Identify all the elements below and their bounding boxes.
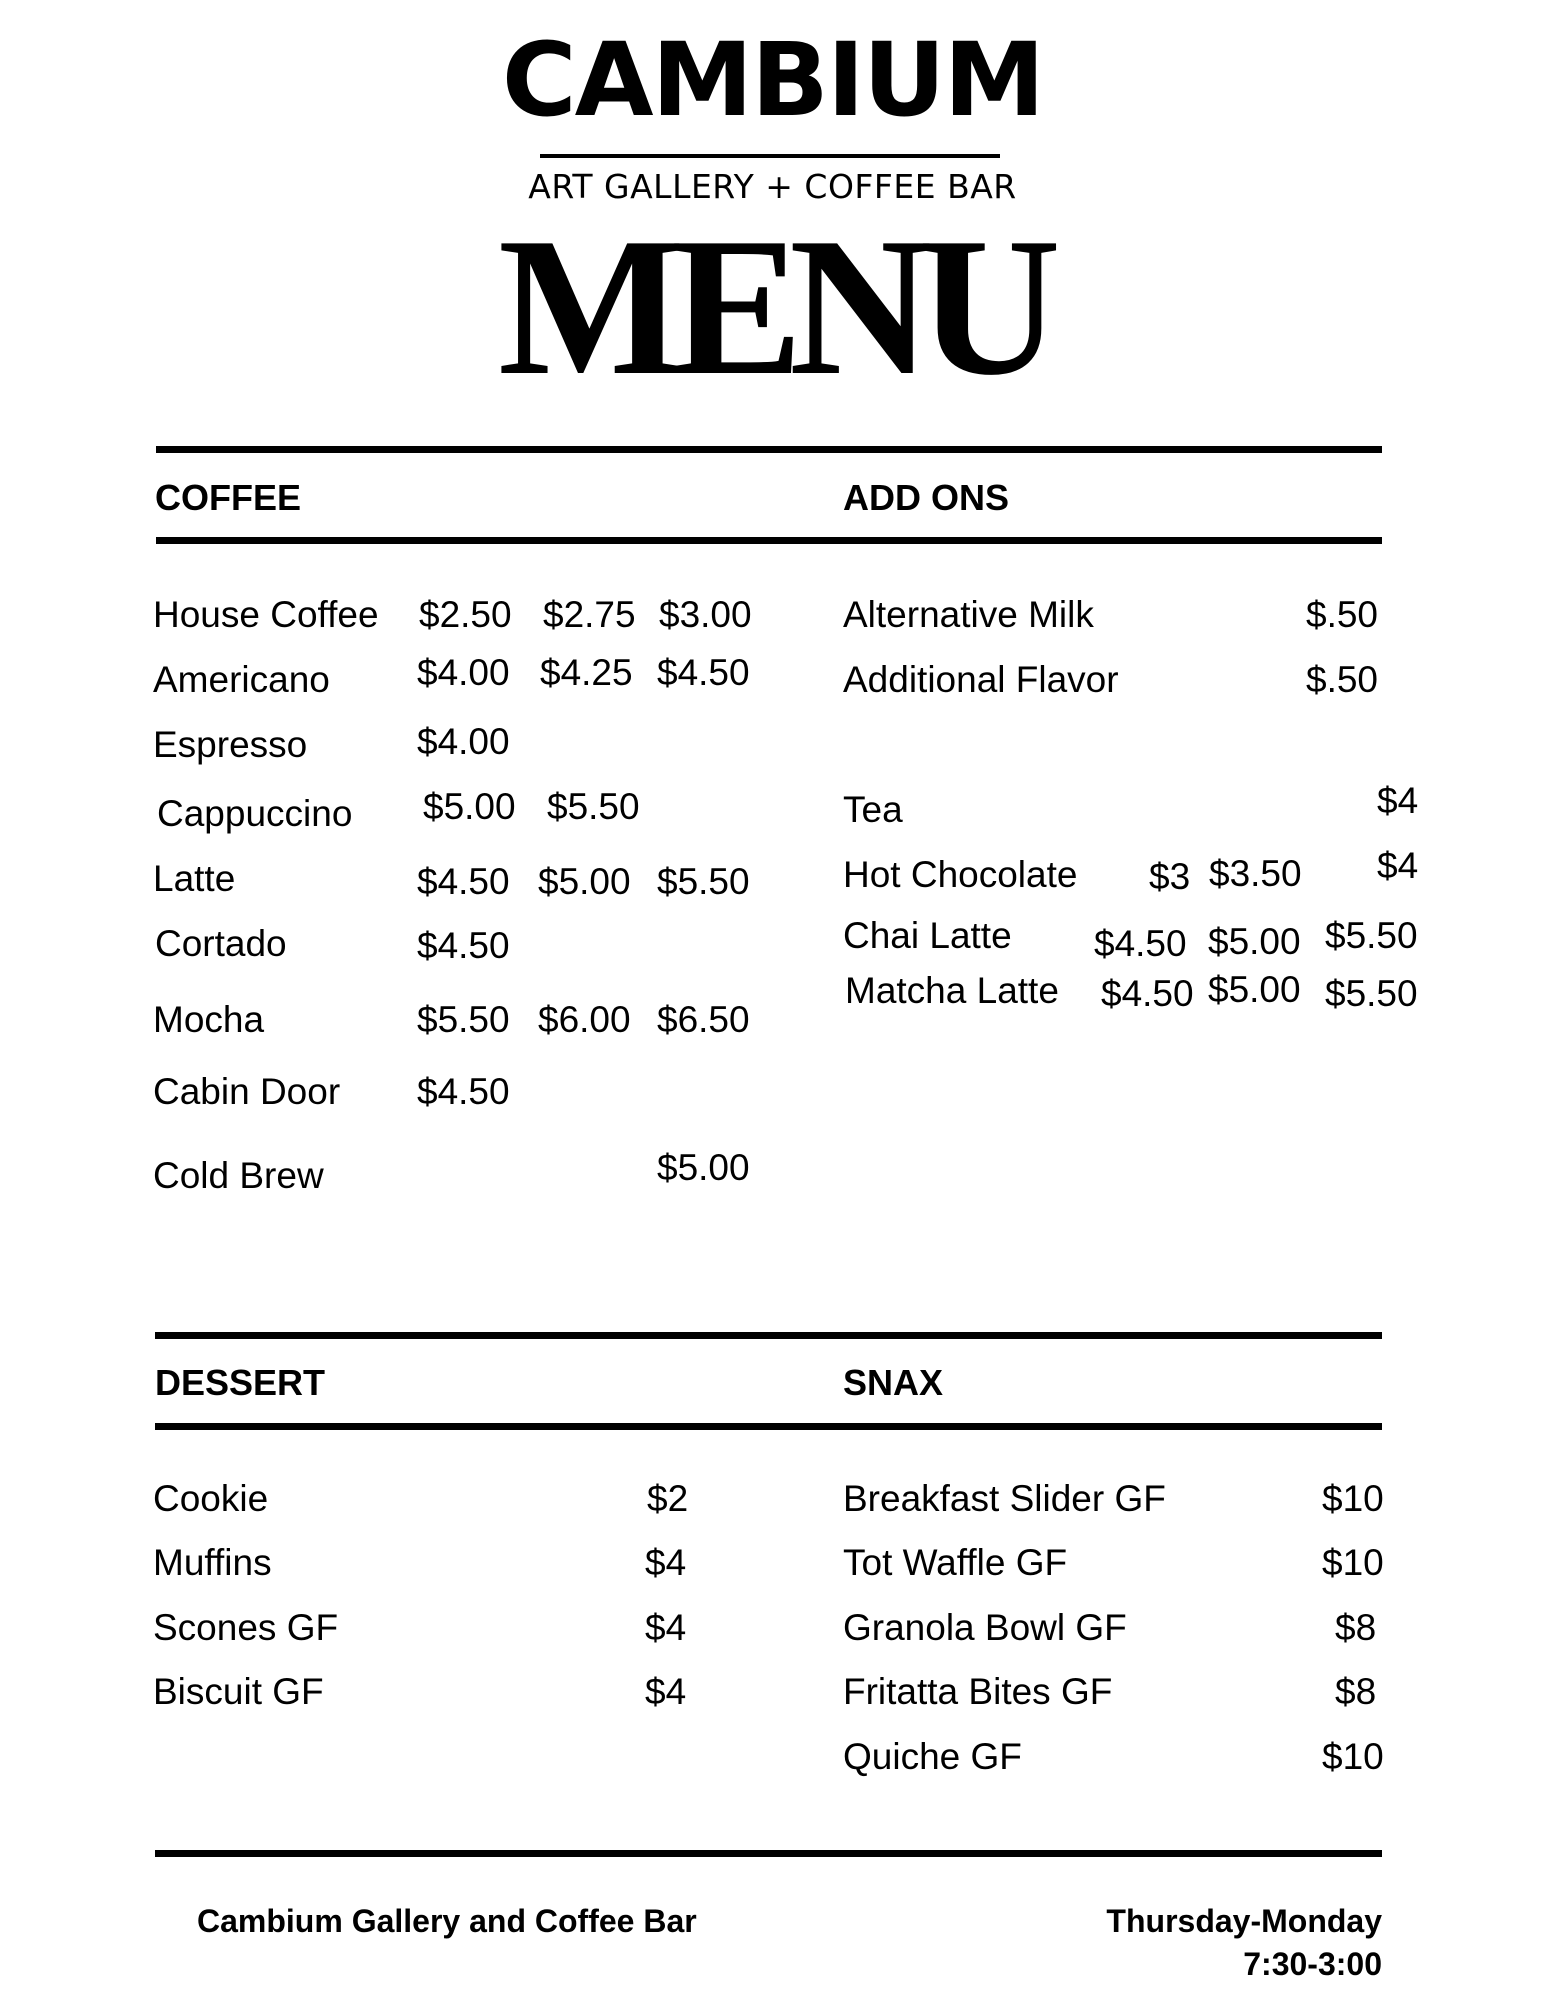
menu-item-price: $4.25 <box>540 652 633 693</box>
brand-underline <box>540 154 1000 158</box>
menu-item-name: Alternative Milk <box>843 594 1094 635</box>
menu-item-name: Scones GF <box>153 1607 339 1648</box>
menu-item-name: House Coffee <box>153 594 379 635</box>
menu-item-price: $5.50 <box>1325 915 1418 956</box>
menu-item-price: $3.50 <box>1209 853 1302 894</box>
dessert-heading: DESSERT <box>155 1362 326 1403</box>
footer-rule <box>155 1850 1382 1857</box>
menu-item-price: $5.00 <box>1208 969 1301 1010</box>
menu-item-price: $6.50 <box>657 999 750 1040</box>
menu-item-price: $4.50 <box>417 861 510 902</box>
menu-item-price: $4 <box>1377 845 1419 886</box>
menu-item-name: Cabin Door <box>153 1071 341 1112</box>
menu-item-price: $3 <box>1149 856 1191 897</box>
menu-item-name: Tea <box>843 789 903 830</box>
menu-item-price: $4 <box>645 1607 687 1648</box>
menu-item-name: Cappuccino <box>157 793 353 834</box>
menu-item-name: Granola Bowl GF <box>843 1607 1127 1648</box>
menu-item-name: Cold Brew <box>153 1155 324 1196</box>
menu-item-price: $4.50 <box>417 925 510 966</box>
menu-item-price: $2.50 <box>419 594 512 635</box>
menu-item-price: $2.75 <box>543 594 636 635</box>
menu-item-price: $4 <box>1377 780 1419 821</box>
menu-item-price: $4.00 <box>417 652 510 693</box>
menu-item-price: $5.00 <box>538 861 631 902</box>
menu-item-price: $2 <box>647 1478 689 1519</box>
menu-item-name: Cookie <box>153 1478 269 1519</box>
menu-item-price: $10 <box>1322 1736 1384 1777</box>
menu-item-name: Muffins <box>153 1542 272 1583</box>
brand-logo: CAMBIUM <box>501 21 1044 140</box>
menu-item-name: Latte <box>153 858 236 899</box>
menu-item-name: Espresso <box>153 724 308 765</box>
menu-item-price: $4.50 <box>1094 923 1187 964</box>
menu-item-price: $6.00 <box>538 999 631 1040</box>
menu-item-price: $3.00 <box>659 594 752 635</box>
menu-item-price: $8 <box>1335 1671 1377 1712</box>
menu-item-name: Breakfast Slider GF <box>843 1478 1166 1519</box>
menu-item-price: $5.50 <box>657 861 750 902</box>
menu-item-name: Tot Waffle GF <box>843 1542 1068 1583</box>
footer-hours: 7:30-3:00 <box>1243 1946 1382 1982</box>
menu-item-name: Chai Latte <box>843 915 1012 956</box>
menu-item-price: $.50 <box>1306 659 1379 700</box>
menu-item-price: $4.50 <box>1101 973 1194 1014</box>
menu-item-name: Hot Chocolate <box>843 854 1078 895</box>
menu-item-name: Quiche GF <box>843 1736 1022 1777</box>
menu-item-name: Americano <box>153 659 330 700</box>
menu-item-name: Fritatta Bites GF <box>843 1671 1113 1712</box>
menu-item-price: $5.00 <box>1208 921 1301 962</box>
menu-item-price: $4.00 <box>417 721 510 762</box>
menu-item-price: $5.50 <box>547 786 640 827</box>
add-ons-heading: ADD ONS <box>843 477 1010 518</box>
snax-heading: SNAX <box>843 1362 944 1403</box>
menu-item-price: $5.00 <box>657 1147 750 1188</box>
menu-item-price: $4.50 <box>417 1071 510 1112</box>
menu-item-price: $4 <box>645 1542 687 1583</box>
menu-item-name: Cortado <box>155 923 287 964</box>
tagline: ART GALLERY + COFFEE BAR <box>528 167 1017 206</box>
menu-item-price: $5.50 <box>417 999 510 1040</box>
menu-item-price: $8 <box>1335 1607 1377 1648</box>
menu-item-price: $5.00 <box>423 786 516 827</box>
section-rule-top <box>156 446 1382 453</box>
menu-item-name: Matcha Latte <box>845 970 1059 1011</box>
footer-days: Thursday-Monday <box>1106 1903 1382 1939</box>
menu-item-price: $5.50 <box>1325 973 1418 1014</box>
menu-item-name: Additional Flavor <box>843 659 1119 700</box>
section-rule-bottom <box>155 1332 1382 1339</box>
menu-item-name: Mocha <box>153 999 265 1040</box>
menu-item-price: $.50 <box>1306 594 1379 635</box>
menu-item-name: Biscuit GF <box>153 1671 324 1712</box>
footer-business-name: Cambium Gallery and Coffee Bar <box>197 1903 697 1939</box>
menu-item-price: $4.50 <box>657 652 750 693</box>
menu-item-price: $4 <box>645 1671 687 1712</box>
section-rule-bottom-under <box>155 1423 1382 1430</box>
menu-item-price: $10 <box>1322 1478 1384 1519</box>
coffee-heading: COFFEE <box>155 477 302 518</box>
menu-item-price: $10 <box>1322 1542 1384 1583</box>
menu-title: MENU <box>498 197 1047 416</box>
section-rule-top-under <box>156 537 1382 544</box>
